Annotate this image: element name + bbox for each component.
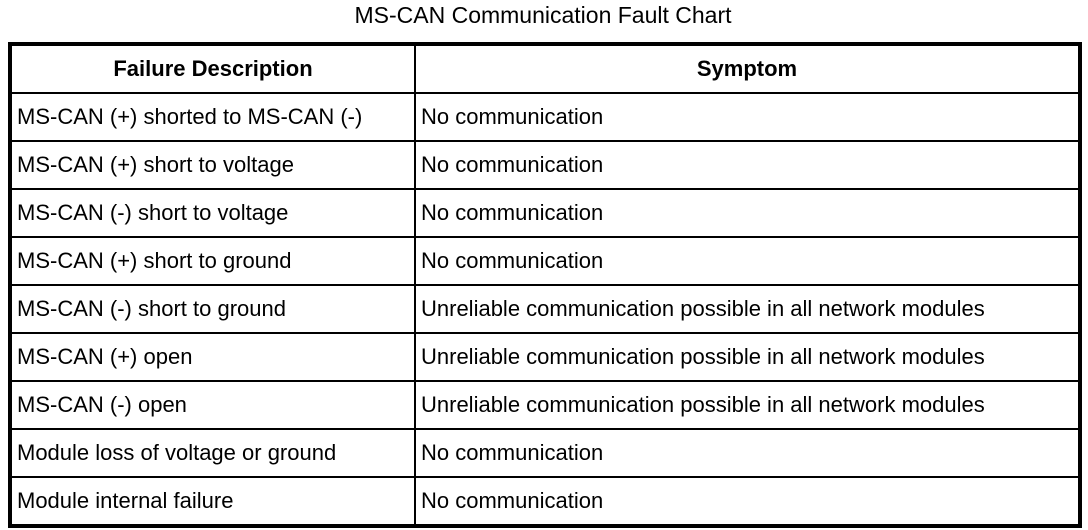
cell-symptom: Unreliable communication possible in all network modules bbox=[415, 333, 1080, 381]
column-header-failure-description: Failure Description bbox=[10, 44, 415, 93]
cell-symptom: No communication bbox=[415, 189, 1080, 237]
cell-failure-description: MS-CAN (-) short to voltage bbox=[10, 189, 415, 237]
cell-failure-description: MS-CAN (+) short to ground bbox=[10, 237, 415, 285]
cell-failure-description: MS-CAN (+) shorted to MS-CAN (-) bbox=[10, 93, 415, 141]
cell-failure-description: MS-CAN (+) short to voltage bbox=[10, 141, 415, 189]
table-row bbox=[10, 429, 1080, 477]
cell-failure-description: MS-CAN (-) open bbox=[10, 381, 415, 429]
table-header-row bbox=[10, 44, 1080, 93]
table-row bbox=[10, 381, 1080, 429]
cell-failure-description: MS-CAN (-) short to ground bbox=[10, 285, 415, 333]
cell-failure-description: Module loss of voltage or ground bbox=[10, 429, 415, 477]
table-row bbox=[10, 93, 1080, 141]
table-row bbox=[10, 141, 1080, 189]
cell-symptom: Unreliable communication possible in all network modules bbox=[415, 285, 1080, 333]
cell-symptom: No communication bbox=[415, 429, 1080, 477]
cell-symptom: No communication bbox=[415, 141, 1080, 189]
table-row bbox=[10, 237, 1080, 285]
cell-symptom: No communication bbox=[415, 477, 1080, 526]
page-title: MS-CAN Communication Fault Chart bbox=[354, 2, 732, 28]
cell-failure-description: Module internal failure bbox=[10, 477, 415, 526]
table-row bbox=[10, 285, 1080, 333]
cell-symptom: Unreliable communication possible in all network modules bbox=[415, 381, 1080, 429]
table-row bbox=[10, 477, 1080, 526]
table-row bbox=[10, 189, 1080, 237]
cell-symptom: No communication bbox=[415, 237, 1080, 285]
table-row bbox=[10, 333, 1080, 381]
column-header-symptom: Symptom bbox=[415, 44, 1080, 93]
cell-failure-description: MS-CAN (+) open bbox=[10, 333, 415, 381]
cell-symptom: No communication bbox=[415, 93, 1080, 141]
fault-chart-table bbox=[8, 42, 1082, 528]
